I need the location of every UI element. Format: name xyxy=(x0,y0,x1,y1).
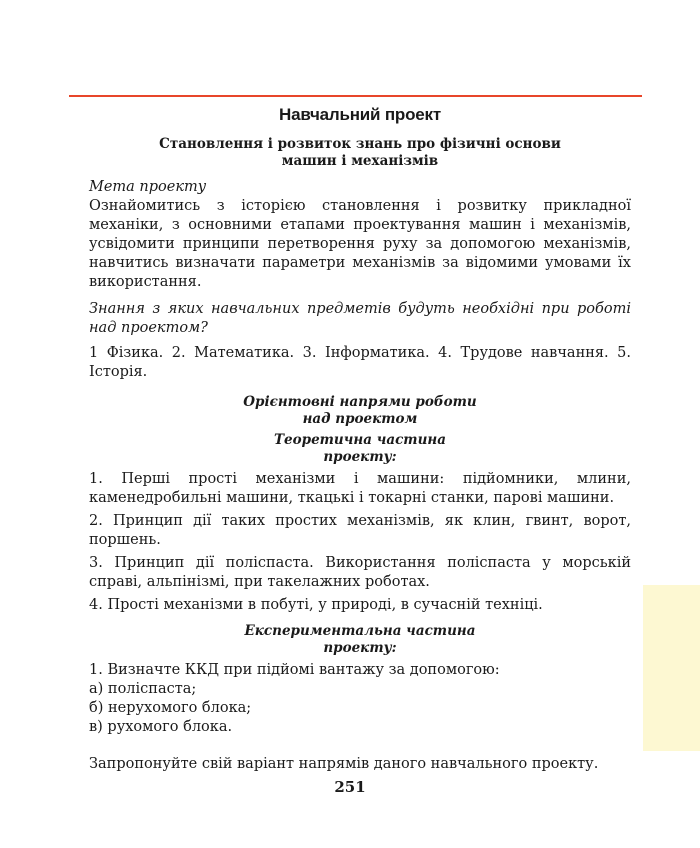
theory-item: 3. Принцип дії поліспаста. Використання поліспаста у морській справі, альпінізмі, при такелажних роботах. xyxy=(89,555,631,590)
subjects-list: 1 Фізика. 2. Математика. 3. Інформатика. 4. Трудове навчання. 5. Історія. xyxy=(89,345,631,380)
project-subtitle xyxy=(89,136,631,170)
experiment-intro: 1. Визначте ККД при підйомі вантажу за допомогою: xyxy=(89,662,500,678)
experiment-heading xyxy=(89,623,631,657)
subtitle-line-2: машин і механізмів xyxy=(281,153,439,169)
side-tab-marker xyxy=(643,585,700,751)
experiment-heading-line-2: проекту: xyxy=(323,640,397,656)
theory-heading-line-2: проекту: xyxy=(323,449,397,465)
theory-heading xyxy=(89,432,631,466)
theory-item: 2. Принцип дії таких простих механізмів, як клин, гвинт, ворот, поршень. xyxy=(89,513,631,548)
theory-item: 1. Перші прості механізми і машини: підйомники, млини, каменедробильні машини, ткацькі і токарні станки, парові машини. xyxy=(89,471,631,506)
page-number: 251 xyxy=(334,778,366,796)
experiment-item: в) рухомого блока. xyxy=(89,719,233,735)
goal-text: Ознайомитись з історією становлення і розвитку прикладної механіки, з основними етапами проектування машин і механізмів, усвідомити принципи перетворення руху за допомогою механізмів, навчитись визначати параметри механізмів за відомими умовами їх використання. xyxy=(89,198,631,290)
theory-heading-line-1: Теоретична частина xyxy=(273,432,446,448)
directions-heading-line-2: над проектом xyxy=(302,411,418,427)
final-prompt: Запропонуйте свій варіант напрямів даного навчального проекту. xyxy=(89,756,599,772)
top-divider xyxy=(69,95,642,97)
goal-label: Мета проекту xyxy=(89,179,207,195)
experiment-item: б) нерухомого блока; xyxy=(89,700,252,716)
subtitle-line-1: Становлення і розвиток знань про фізичні основи xyxy=(159,136,561,152)
experiment-item: а) поліспаста; xyxy=(89,681,197,697)
experiment-list xyxy=(89,661,631,737)
page-title: Навчальний проект xyxy=(279,105,441,124)
experiment-heading-line-1: Експериментальна частина xyxy=(244,623,476,639)
directions-heading-line-1: Орієнтовні напрями роботи xyxy=(243,394,477,410)
subjects-question: Знання з яких навчальних предметів будуть необхідні при роботі над проектом? xyxy=(89,301,631,336)
theory-item: 4. Прості механізми в побуті, у природі, в сучасній техніці. xyxy=(89,597,543,613)
directions-heading xyxy=(89,394,631,428)
page-content xyxy=(89,105,631,774)
